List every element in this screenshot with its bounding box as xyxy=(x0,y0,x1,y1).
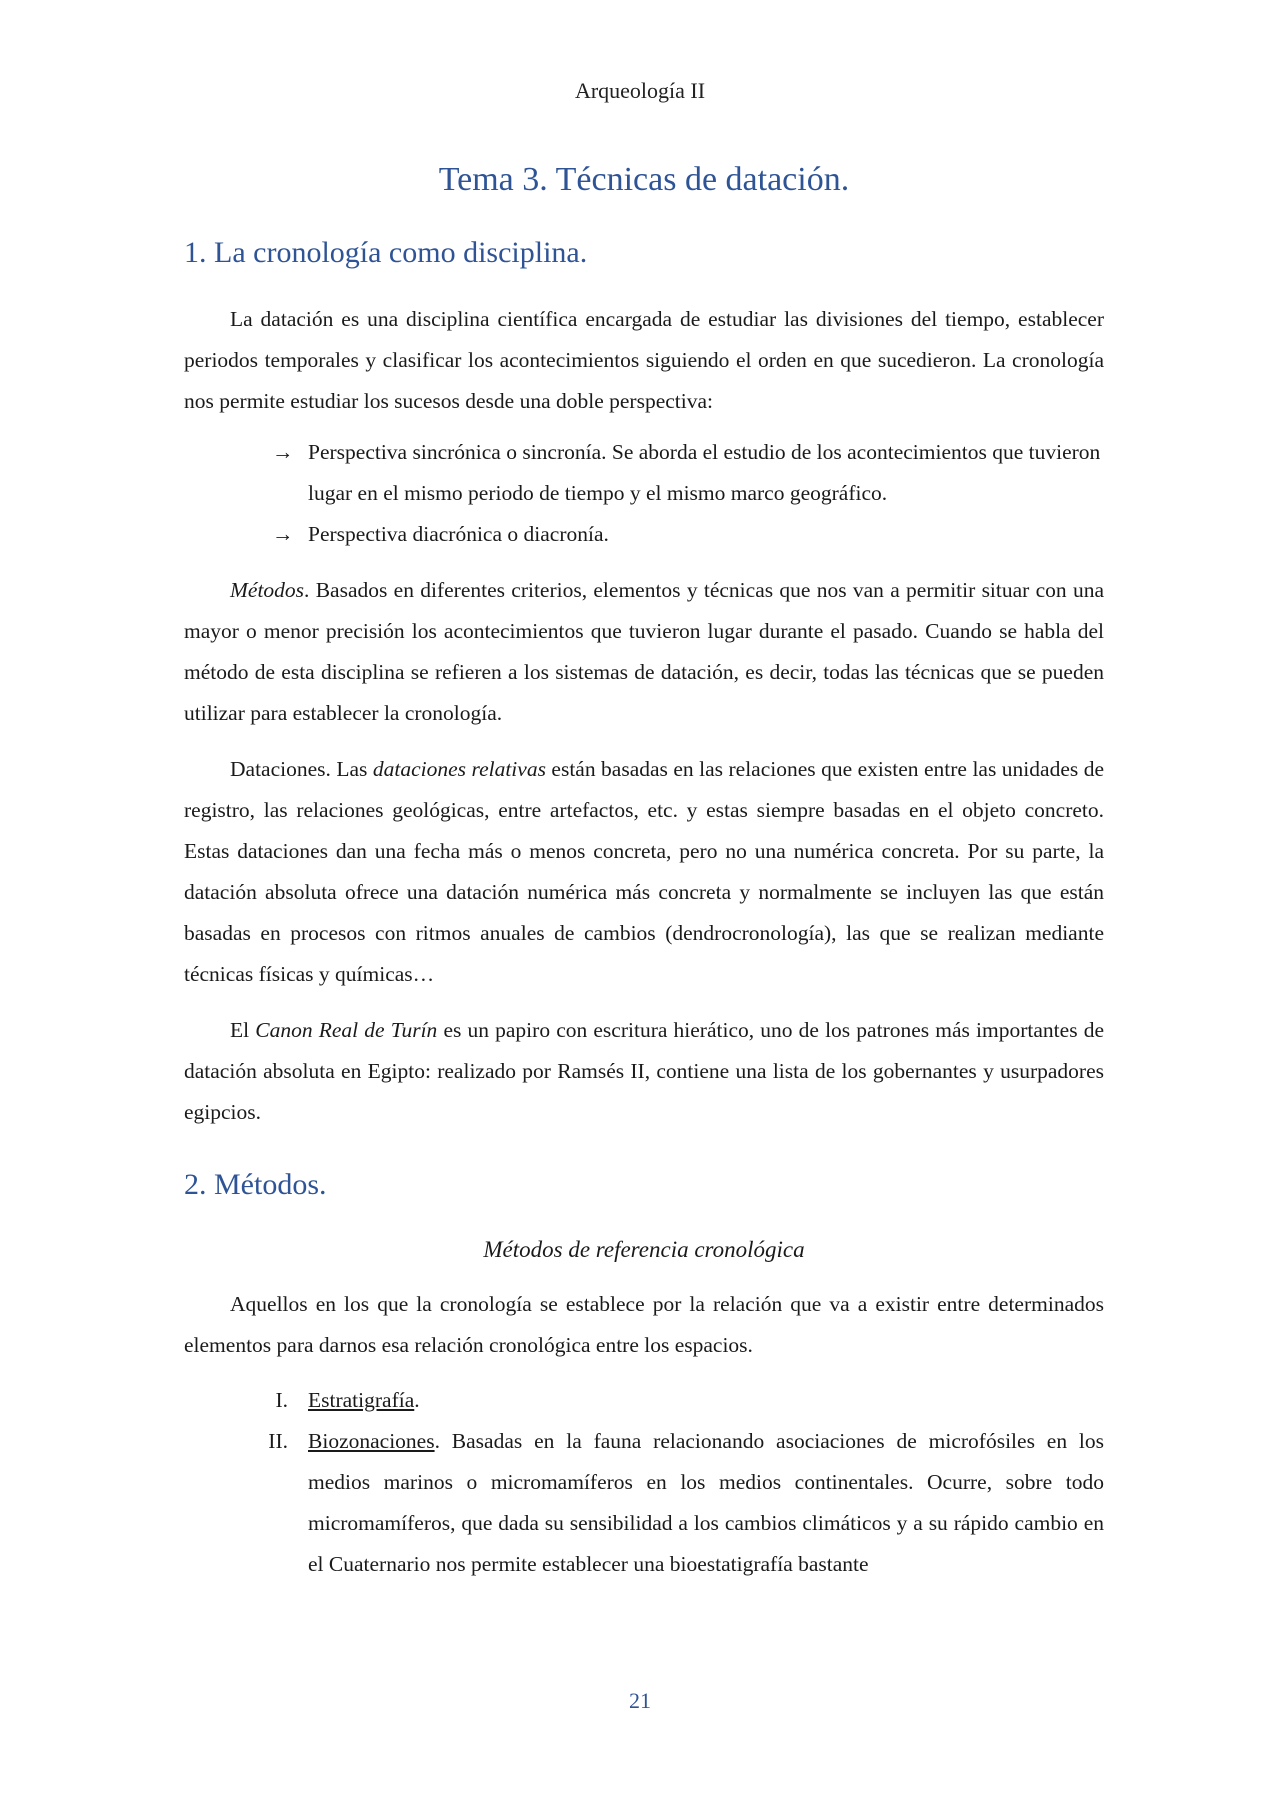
term-estratigrafia: Estratigrafía xyxy=(308,1387,415,1412)
paragraph-metodos-text: . Basados en diferentes criterios, elementos y técnicas que nos van a permitir situar con una mayor o menor precisión los acontecimientos que tuvieron lugar durante el pasado. Cuando se habla del método de esta disciplina se refieren a los sistemas de datación, es decir, todas las técnicas que se pueden utilizar para establecer la cronología. xyxy=(184,577,1104,725)
list-item-text: . Basadas en la fauna relacionando asociaciones de microfósiles en los medios marinos o micromamíferos en los medios continentales. Ocurre, sobre todo micromamíferos, que dada su sensibilidad a los cambios climáticos y a su rápido cambio en el Cuaternario nos permite establecer una bioestatigrafía bastante xyxy=(308,1428,1104,1576)
emphasis-metodos: Métodos xyxy=(230,577,305,602)
paragraph-aquellos: Aquellos en los que la cronología se establece por la relación que va a existir entre determinados elementos para darnos esa relación cronológica entre los espacios. xyxy=(184,1291,1104,1357)
paragraph-datacion: La datación es una disciplina científica encargada de estudiar las divisiones del tiempo, establecer periodos temporales y clasificar los acontecimientos siguiendo el orden en que sucedieron. La cronología nos permite estudiar los sucesos desde una doble perspectiva: xyxy=(184,306,1104,413)
page-content xyxy=(184,150,1104,1585)
list-item xyxy=(272,432,1104,514)
subheading-referencia: Métodos de referencia cronológica xyxy=(483,1236,805,1262)
list-number: II. xyxy=(268,1428,288,1453)
arrow-icon: → xyxy=(272,521,294,546)
list-item xyxy=(184,1380,1104,1421)
paragraph-canon xyxy=(184,1010,1104,1133)
term-biozonaciones: Biozonaciones xyxy=(308,1428,435,1453)
paragraph-metodos xyxy=(184,570,1104,734)
page-number: 21 xyxy=(629,1688,651,1713)
paragraph-dataciones xyxy=(184,749,1104,995)
list-item-text: . xyxy=(414,1387,420,1412)
arrow-icon: → xyxy=(272,439,294,464)
perspective-list xyxy=(184,432,1104,555)
running-header: Arqueología II xyxy=(574,78,706,103)
paragraph-canon-start: El xyxy=(230,1017,256,1042)
emphasis-canon-real: Canon Real de Turín xyxy=(255,1017,438,1042)
list-item-text: Perspectiva sincrónica o sincronía. Se aborda el estudio de los acontecimientos que tuvieron lugar en el mismo periodo de tiempo y el mismo marco geográfico. xyxy=(308,439,1101,505)
emphasis-dataciones-relativas: dataciones relativas xyxy=(372,756,546,781)
section-1-heading: 1. La cronología como disciplina. xyxy=(184,235,588,269)
paragraph-dataciones-text: están basadas en las relaciones que existen entre las unidades de registro, las relaciones geológicas, entre artefactos, etc. y estas siempre basadas en el objeto concreto. Estas dataciones dan una fecha más o menos concreta, pero no una numérica concreta. Por su parte, la datación absoluta ofrece una datación numérica más concreta y normalmente se incluyen las que están basadas en procesos con ritmos anuales de cambios (dendrocronología), las que se realizan mediante técnicas físicas y químicas… xyxy=(184,756,1104,986)
paragraph-canon-text: es un papiro con escritura hierático, uno de los patrones más importantes de datación absoluta en Egipto: realizado por Ramsés II, contiene una lista de los gobernantes y usurpadores egipcios. xyxy=(184,1017,1104,1124)
list-item-text: Perspectiva diacrónica o diacronía. xyxy=(308,521,609,546)
section-2-heading: 2. Métodos. xyxy=(184,1167,327,1201)
list-number: I. xyxy=(275,1387,288,1412)
list-item xyxy=(184,1421,1104,1585)
document-title: Tema 3. Técnicas de datación. xyxy=(438,161,850,198)
list-item xyxy=(272,514,1104,555)
methods-list xyxy=(184,1380,1104,1585)
paragraph-dataciones-start: Dataciones. Las xyxy=(230,756,373,781)
